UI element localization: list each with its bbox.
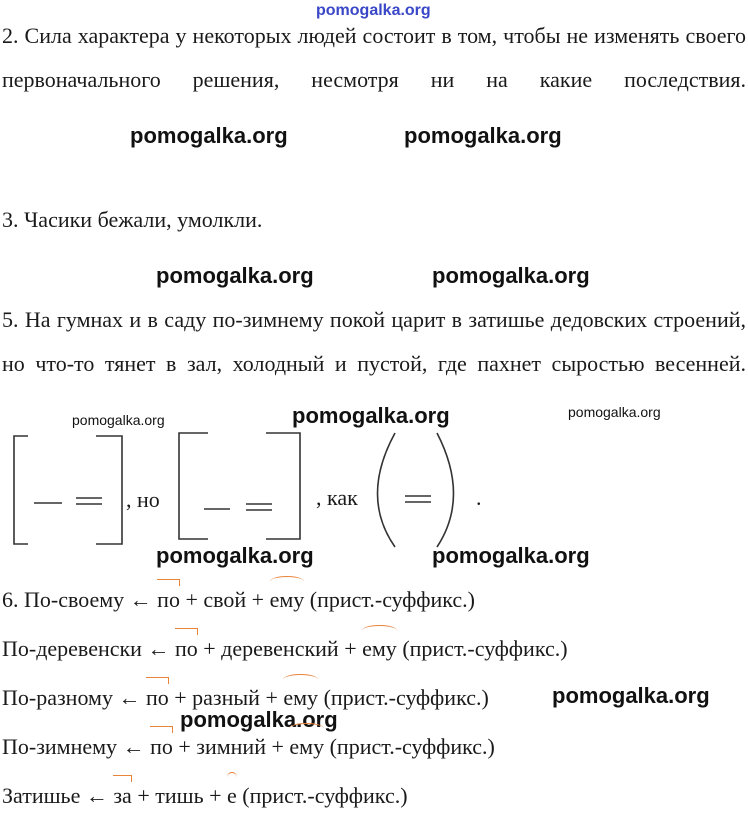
derived-word: По-деревенски [2,636,142,661]
prefix: по [175,627,198,671]
plus: + [265,685,278,710]
suffix: ему [270,578,305,622]
base-word: тишь [155,783,204,808]
derivation-row [2,774,746,818]
arrow: ← [147,636,170,661]
prefix: по [150,725,173,769]
watermark: pomogalka.org [130,123,288,148]
bracket-right [96,436,122,544]
prefix: за [113,774,131,818]
derivation-row [2,725,746,769]
method-note: (прист.-суффикс.) [329,734,495,759]
paren-left [378,433,396,547]
suffix: е [227,774,237,818]
derived-word: 6. По-своему [2,587,125,612]
plus: + [271,734,284,759]
watermark: pomogalka.org [432,263,590,288]
plus: + [174,685,187,710]
scheme-separator: , но [126,487,160,512]
derivation-row [2,578,746,622]
suffix: ему [362,627,397,671]
watermark: pomogalka.org [432,543,590,568]
base-word: разный [192,685,260,710]
plus: + [344,636,357,661]
derivation-row [2,627,746,671]
prefix: по [146,676,169,720]
paren-right [437,433,454,547]
derived-word: По-разному [2,685,113,710]
arrow: ← [85,783,108,808]
plus: + [178,734,191,759]
plus: + [203,636,216,661]
method-note: (прист.-суффикс.) [402,636,568,661]
derived-word: Затишье [2,783,81,808]
watermark: pomogalka.org [180,707,338,732]
plus: + [137,783,150,808]
scheme-end: . [476,485,482,510]
derived-word: По-зимнему [2,734,118,759]
watermark: pomogalka.org [72,412,165,428]
sentence-scheme [0,425,748,555]
watermark: pomogalka.org [156,543,314,568]
method-note: (прист.-суффикс.) [323,685,489,710]
base-word: зимний [196,734,266,759]
plus: + [185,587,198,612]
watermark: pomogalka.org [568,404,661,420]
arrow: ← [122,734,145,759]
method-note: (прист.-суффикс.) [242,783,408,808]
suffix: ему [283,676,318,720]
prefix: по [157,578,180,622]
sentence-2: 2. Сила характера у некоторых людей состоит в том, чтобы не изменять своего первоначального решения, несмотря ни на какие последствия. [2,23,746,92]
arrow: ← [129,587,152,612]
bracket-right [266,433,300,539]
watermark: pomogalka.org [404,123,562,148]
top-watermark: pomogalka.org [316,2,431,19]
plus: + [251,587,265,612]
arrow: ← [118,685,141,710]
base-word: свой [203,587,247,612]
method-note: (прист.-суффикс.) [309,587,476,612]
watermark: pomogalka.org [552,683,710,708]
watermark: pomogalka.org [292,403,450,428]
suffix: ему [289,725,324,769]
sentence-3: 3. Часики бежали, умолкли. [2,207,263,232]
bracket-left [179,433,208,539]
base-word: деревенский [221,636,339,661]
scheme-separator: , как [316,485,358,510]
plus: + [209,783,222,808]
bracket-left [14,436,28,544]
watermark: pomogalka.org [156,263,314,288]
sentence-5: 5. На гумнах и в саду по-зимнему покой царит в затишье дедовских строений, но что-то тянет в зал, холодный и пустой, где пахнет сыростью весенней. [2,307,746,376]
